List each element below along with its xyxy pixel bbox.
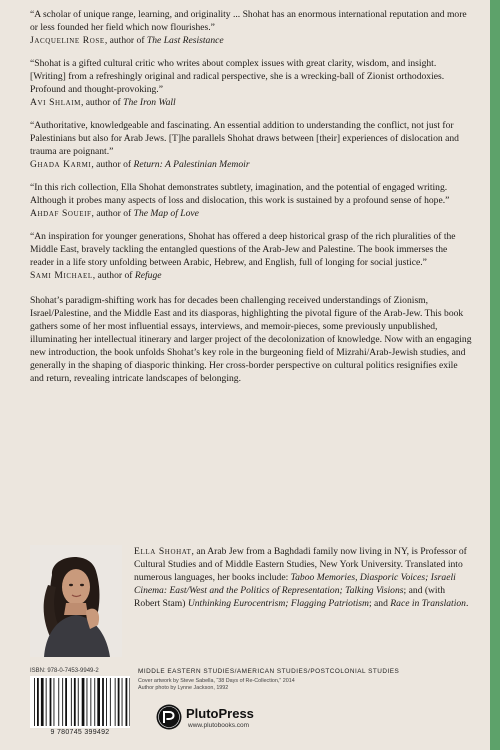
attrib-book: Return: A Palestinian Memoir: [133, 159, 250, 170]
barcode-bar: [118, 678, 120, 726]
barcode-bar: [90, 678, 91, 726]
barcode-bar: [54, 678, 55, 726]
attrib-sep: , author of: [104, 35, 147, 46]
blurbs-section: [30, 8, 472, 385]
pluto-logo-icon: [156, 704, 182, 730]
author-photo: [30, 545, 122, 657]
isbn-label: ISBN: 978-0-7453-9949-2: [30, 668, 99, 674]
quote-attribution: [30, 96, 472, 109]
barcode-bar: [34, 678, 35, 726]
quote-text: “A scholar of unique range, learning, and originality ... Shohat has an enormous international reputation and more or less founded her field which now flourishes.”: [30, 9, 467, 33]
bio-text-3: ; and: [368, 598, 391, 609]
attrib-name: Avi Shlaim: [30, 97, 81, 108]
barcode-bar: [37, 678, 39, 726]
barcode-bar: [94, 678, 95, 726]
attrib-name: Ahdaf Soueif: [30, 208, 92, 219]
author-bio-block: [30, 545, 472, 660]
quote-4: [30, 181, 472, 220]
bio-text-1: , an Arab Jew from a Baghdadi family now living in NY, is Professor of Cultural Studies and of Middle Eastern Studies, New York University. Translated into numerous languages, her books include:: [134, 546, 467, 583]
barcode-digits: 9 780745 399492: [50, 729, 110, 736]
attrib-name: Sami Michael: [30, 270, 93, 281]
author-name: Ella Shohat: [134, 546, 192, 557]
attrib-name: Ghada Karmi: [30, 159, 92, 170]
author-photo-illustration: [30, 545, 122, 657]
cover-credit: Cover artwork by Steve Sabella, “38 Days of Re-Collection,” 2014: [138, 678, 295, 684]
barcode-bar: [65, 678, 67, 726]
subject-category: MIDDLE EASTERN STUDIES/AMERICAN STUDIES/POSTCOLONIAL STUDIES: [138, 668, 400, 675]
barcode-bar: [106, 678, 107, 726]
barcode-icon: [30, 676, 130, 728]
publisher-block: [156, 704, 276, 734]
attrib-name: Jacqueline Rose: [30, 35, 105, 46]
quote-3: [30, 119, 472, 171]
bio-books-1: Taboo Memories, Diasporic Voices; Israeli Cinema: East/West and the Politics of Representation; Talking Visions: [134, 572, 456, 596]
quote-attribution: [30, 207, 472, 220]
barcode-bar: [78, 678, 79, 726]
barcode-bar: [46, 678, 47, 726]
quote-1: [30, 8, 472, 47]
quote-text: “Shohat is a gifted cultural critic who writes about complex issues with great clarity, wisdom, and insight. [Writing] from a refreshingly original and radical perspective, she is a wrecking-ball of Zionist orthodoxies. Profound and thought-provoking.”: [30, 58, 445, 95]
barcode-bar: [74, 678, 76, 726]
bio-books-3: Race in Translation: [390, 598, 466, 609]
bio-books-2: Unthinking Eurocentrism; Flagging Patriotism: [187, 598, 369, 609]
quote-text: “Authoritative, knowledgeable and fascinating. An essential addition to understanding the conflict, not just for Palestinians but also for Arab Jews. [T]he parallels Shohat draws between [their] experiences of dislocation and trauma are poignant.”: [30, 120, 459, 157]
quote-2: [30, 57, 472, 109]
spine-strip: [490, 0, 500, 750]
attrib-book: Refuge: [134, 270, 162, 281]
quote-text: “An inspiration for younger generations, Shohat has offered a deep historical grasp of the rich pluralities of the Middle East, bravely tackling the entangled questions of the Arab-Jew and Palestine. The book immerses the reader in a life story unfolding between Arabic, Hebrew, and English, full of longing for social justice.”: [30, 231, 456, 268]
bio-text-4: .: [465, 598, 469, 609]
barcode-bar: [129, 678, 130, 726]
attrib-sep: , author of: [91, 208, 134, 219]
barcode-bar: [58, 678, 59, 726]
attrib-sep: , author of: [81, 97, 124, 108]
attrib-sep: , author of: [91, 159, 134, 170]
publisher-name: PlutoPress: [186, 706, 254, 721]
quote-5: [30, 230, 472, 282]
quote-text: “In this rich collection, Ella Shohat demonstrates subtlety, imagination, and the potential of engaged writing. Although it probes many aspects of loss and dislocation, this work is sustained by a profound sense of hope.”: [30, 182, 450, 206]
photo-credit: Author photo by Lynne Jackson, 1992: [138, 685, 229, 691]
quote-attribution: [30, 269, 472, 282]
publisher-url: www.plutobooks.com: [188, 722, 250, 729]
barcode-bar: [50, 678, 52, 726]
barcode-bar: [122, 678, 123, 726]
quote-attribution: [30, 158, 472, 171]
attrib-sep: , author of: [92, 270, 135, 281]
barcode-bar: [102, 678, 104, 726]
barcode-bar: [41, 678, 44, 726]
quote-attribution: [30, 34, 472, 47]
barcode-bar: [97, 678, 100, 726]
barcode-bar: [110, 678, 111, 726]
barcode-bar: [82, 678, 85, 726]
barcode-bar: [71, 678, 72, 726]
attrib-book: The Map of Love: [133, 208, 199, 219]
author-bio: [134, 545, 472, 610]
barcode-bar: [126, 678, 128, 726]
barcode-bar: [115, 678, 116, 726]
barcode-bar: [87, 678, 88, 726]
barcode-bar: [62, 678, 63, 726]
attrib-book: The Last Resistance: [146, 35, 224, 46]
attrib-book: The Iron Wall: [123, 97, 176, 108]
footer: [30, 668, 472, 746]
bio-text-2: ; and (with Robert Stam): [134, 585, 446, 609]
book-description: Shohat’s paradigm-shifting work has for decades been challenging received understandings of Zionism, Israel/Palestine, and the Middle East and its diasporas, highlighting the pivotal figure of the Arab-Jew. This book gathers some of her most influential essays, interviews, and memoir-pieces, some previously unpublished, illuminating her intellectual itinerary and larger project of the decolonization of knowledge. Now with an engaging new introduction, the book unfolds Shohat’s key role in the burgeoning field of Mizrahi/Arab-Jewish studies, and generally in the shaping of diasporic thinking. Her cross-border perspective on cultural politics resignifies exile and return, revealing intricate landscapes of belonging.: [30, 295, 472, 384]
